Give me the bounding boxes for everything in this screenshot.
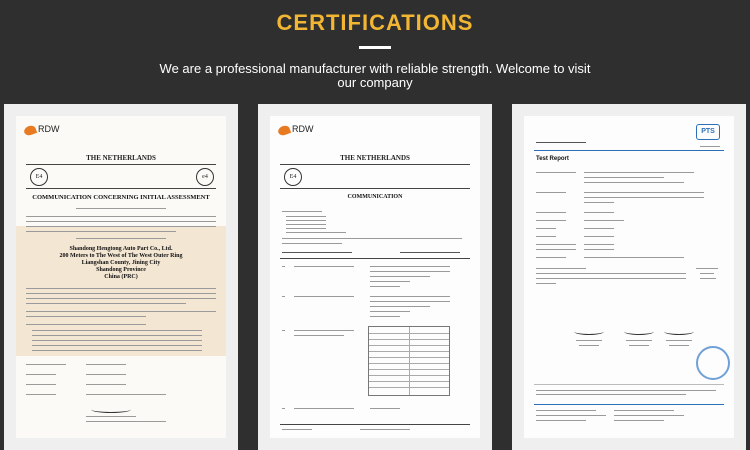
text-line xyxy=(26,374,56,375)
divider xyxy=(534,404,724,405)
text-line xyxy=(536,172,576,173)
table-row xyxy=(369,387,449,388)
text-line xyxy=(282,429,312,430)
table-row xyxy=(369,363,449,364)
text-line xyxy=(584,244,614,245)
text-line xyxy=(576,340,602,341)
text-line xyxy=(282,252,352,253)
table-column-divider xyxy=(409,327,410,395)
divider xyxy=(534,150,724,151)
text-line xyxy=(26,394,56,395)
text-line xyxy=(282,408,285,409)
divider xyxy=(280,164,470,165)
divider xyxy=(280,188,470,189)
text-line xyxy=(32,340,202,341)
text-line xyxy=(584,202,614,203)
table-row xyxy=(369,375,449,376)
emark-badge: E4 xyxy=(30,168,48,186)
text-line xyxy=(26,324,146,325)
text-line xyxy=(26,293,216,294)
certificate-country: THE NETHERLANDS xyxy=(86,154,156,162)
text-line xyxy=(584,249,614,250)
text-line xyxy=(370,281,410,282)
text-line xyxy=(626,340,652,341)
text-line xyxy=(86,384,126,385)
text-line xyxy=(370,306,430,307)
text-line xyxy=(536,410,596,411)
company-address: Liangshan County, Jining City xyxy=(81,260,161,266)
certificate-card-3[interactable] xyxy=(512,104,746,450)
text-line xyxy=(536,420,586,421)
text-line xyxy=(629,345,649,346)
text-line xyxy=(584,212,614,213)
certificate-logo: RDW xyxy=(292,124,314,134)
table-row xyxy=(369,357,449,358)
text-line xyxy=(536,192,566,193)
title-divider xyxy=(359,46,391,49)
text-line xyxy=(370,271,450,272)
certificate-card-2[interactable] xyxy=(258,104,492,450)
text-line xyxy=(370,311,410,312)
text-line xyxy=(32,330,202,331)
text-line xyxy=(696,268,718,269)
text-line xyxy=(294,266,354,267)
text-line xyxy=(26,231,176,232)
table-row xyxy=(369,339,449,340)
text-line xyxy=(282,296,285,297)
text-line xyxy=(282,238,462,239)
text-line xyxy=(666,340,692,341)
page-subtitle: We are a professional manufacturer with reliable strength. Welcome to visit our company xyxy=(159,61,591,90)
emark-badge: E4 xyxy=(284,168,302,186)
text-line xyxy=(536,283,556,284)
text-line xyxy=(86,416,136,417)
company-address: China (PRC) xyxy=(104,274,138,280)
text-line xyxy=(76,238,166,239)
text-line xyxy=(294,335,344,336)
text-line xyxy=(26,316,146,317)
text-line xyxy=(700,273,714,274)
text-line xyxy=(584,257,684,258)
text-line xyxy=(370,408,400,409)
text-line xyxy=(26,288,216,289)
text-line xyxy=(26,311,216,312)
text-line xyxy=(370,286,400,287)
text-line xyxy=(584,236,614,237)
text-line xyxy=(536,249,576,250)
text-line xyxy=(286,224,326,225)
text-line xyxy=(536,228,556,229)
text-line xyxy=(26,364,66,365)
divider xyxy=(534,384,724,385)
text-line xyxy=(536,257,566,258)
text-line xyxy=(536,394,686,395)
text-line xyxy=(26,298,216,299)
text-line xyxy=(32,350,202,351)
text-line xyxy=(370,266,450,267)
text-line xyxy=(282,266,285,267)
text-line xyxy=(32,345,202,346)
rdw-logo-icon xyxy=(277,124,291,137)
text-line xyxy=(86,364,126,365)
text-line xyxy=(536,212,566,213)
table-row xyxy=(369,333,449,334)
signature xyxy=(664,328,694,335)
certificate-image-2[interactable] xyxy=(270,116,480,438)
text-line xyxy=(86,374,126,375)
text-line xyxy=(700,146,720,147)
divider xyxy=(280,258,470,259)
certificate-card-1[interactable] xyxy=(4,104,238,450)
text-line xyxy=(286,216,326,217)
text-line xyxy=(536,220,566,221)
text-line xyxy=(286,220,326,221)
text-line xyxy=(614,410,674,411)
signature xyxy=(574,328,604,335)
text-line xyxy=(536,278,686,279)
rdw-logo-icon xyxy=(23,124,37,137)
text-line xyxy=(370,301,450,302)
text-line xyxy=(282,330,285,331)
text-line xyxy=(536,415,606,416)
emark-badge: e4 xyxy=(196,168,214,186)
text-line xyxy=(370,276,430,277)
text-line xyxy=(584,192,704,193)
divider xyxy=(26,188,216,189)
text-line xyxy=(26,216,216,217)
text-line xyxy=(584,197,704,198)
text-line xyxy=(584,228,614,229)
text-line xyxy=(536,244,576,245)
certificate-image-1[interactable] xyxy=(16,116,226,438)
text-line xyxy=(26,303,186,304)
parts-table xyxy=(368,326,450,396)
table-row xyxy=(369,345,449,346)
text-line xyxy=(669,345,689,346)
text-line xyxy=(370,316,400,317)
text-line xyxy=(294,330,354,331)
text-line xyxy=(26,226,216,227)
text-line xyxy=(282,243,342,244)
official-stamp xyxy=(696,346,730,380)
text-line xyxy=(286,228,326,229)
text-line xyxy=(536,273,686,274)
text-line xyxy=(536,268,586,269)
text-line xyxy=(32,335,202,336)
company-address: Shandong Province xyxy=(96,267,146,273)
table-row xyxy=(369,369,449,370)
text-line xyxy=(536,142,586,143)
text-line xyxy=(614,415,684,416)
text-line xyxy=(360,429,410,430)
text-line xyxy=(286,232,346,233)
certificate-heading: COMMUNICATION xyxy=(347,194,403,200)
text-line xyxy=(76,208,166,209)
text-line xyxy=(579,345,599,346)
certificate-logo: PTS xyxy=(696,124,720,140)
text-line xyxy=(86,421,166,422)
text-line xyxy=(584,182,684,183)
text-line xyxy=(584,220,624,221)
text-line xyxy=(584,177,664,178)
table-row xyxy=(369,351,449,352)
text-line xyxy=(536,390,716,391)
signature xyxy=(91,406,131,413)
text-line xyxy=(700,278,716,279)
text-line xyxy=(294,408,354,409)
text-line xyxy=(370,296,450,297)
certificate-country: THE NETHERLANDS xyxy=(340,154,410,162)
text-line xyxy=(536,236,556,237)
certificate-logo: RDW xyxy=(38,124,60,134)
text-line xyxy=(86,394,166,395)
text-line xyxy=(400,252,460,253)
divider xyxy=(280,424,470,425)
text-line xyxy=(26,221,216,222)
divider xyxy=(26,164,216,165)
signature xyxy=(624,328,654,335)
text-line xyxy=(614,420,664,421)
page-title: CERTIFICATIONS xyxy=(276,10,474,35)
company-name: Shandong Hengtong Auto Part Co., Ltd. xyxy=(69,246,173,252)
text-line xyxy=(294,296,354,297)
text-line xyxy=(584,172,694,173)
certificate-heading: COMMUNICATION CONCERNING INITIAL ASSESSMENT xyxy=(32,194,210,201)
text-line xyxy=(282,211,322,212)
certificate-heading: Test Report xyxy=(536,156,569,162)
table-row xyxy=(369,381,449,382)
company-address: 200 Meters to The West of The West Outer Ring xyxy=(59,253,183,259)
certificate-image-3[interactable] xyxy=(524,116,734,438)
text-line xyxy=(26,384,56,385)
